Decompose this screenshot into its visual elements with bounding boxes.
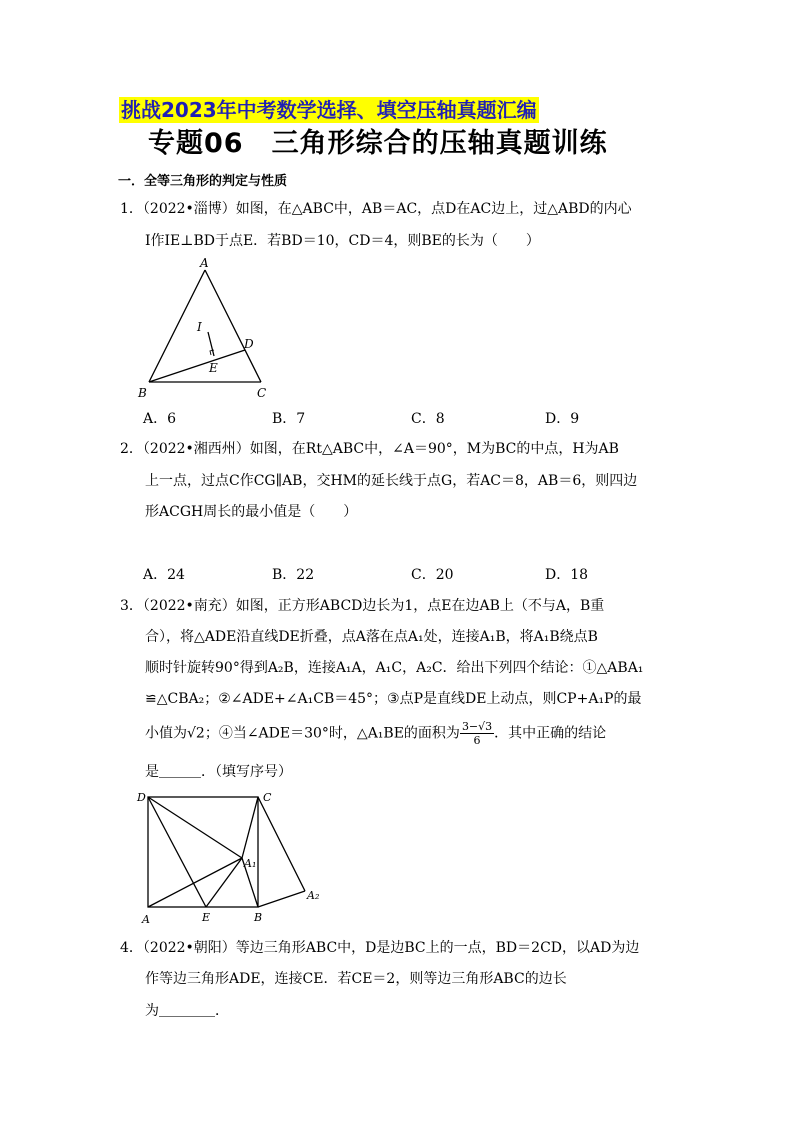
q2-line2: 上一点，过点C作CG∥AB，交HM的延长线于点G，若AC＝8，AB＝6，则四边: [145, 473, 638, 489]
q3-figure: [130, 788, 330, 930]
q2-option-c: C．20: [411, 567, 454, 583]
fraction-denominator: 6: [473, 734, 481, 747]
q3-label-b: B: [254, 911, 263, 924]
q3-line5-start: 小值为√2；④当∠ADE＝30°时，△A₁BE的面积为: [145, 725, 460, 742]
collection-banner: 挑战2023年中考数学选择、填空压轴真题汇编: [121, 98, 537, 122]
q1-line1: 1．（2022•淄博）如图，在△ABC中，AB＝AC，点D在AC边上，过△ABD的内心: [120, 201, 632, 217]
q3-label-c: C: [263, 791, 272, 804]
q3-line1: 3．（2022•南充）如图，正方形ABCD边长为1，点E在边AB上（不与A，B重: [120, 598, 605, 614]
q1-seg-ie: [208, 332, 214, 356]
q1-option-b: B．7: [272, 411, 306, 427]
q3-seg-de: [148, 797, 206, 907]
q3-line5-end: ．其中正确的结论: [494, 725, 607, 742]
q3-label-e: E: [202, 911, 211, 924]
q1-label-a: A: [200, 256, 209, 270]
fraction-numerator: 3−√3: [461, 720, 493, 733]
q1-option-d: D．9: [545, 411, 580, 427]
q4-line2: 作等边三角形ADE，连接CE．若CE＝2，则等边三角形ABC的边长: [145, 971, 567, 987]
q1-label-c: C: [257, 386, 267, 400]
q1-line2: I作IE⊥BD于点E．若BD＝10，CD＝4，则BE的长为（ ）: [145, 233, 540, 249]
q3-label-a1: A₁: [244, 857, 257, 870]
q3-square-abcd: [148, 797, 258, 907]
q1-option-a: A．6: [143, 411, 177, 427]
q3-label-a: A: [142, 913, 150, 926]
q1-label-i: I: [197, 320, 202, 334]
page-title: 专题06 三角形综合的压轴真题训练: [148, 128, 608, 159]
q4-line1: 4．（2022•朝阳）等边三角形ABC中，D是边BC上的一点，BD＝2CD，以AD为边: [120, 940, 640, 956]
q3-label-a2: A₂: [307, 889, 320, 902]
q2-option-a: A．24: [143, 567, 185, 583]
q1-label-b: B: [138, 386, 147, 400]
q2-option-d: D．18: [545, 567, 589, 583]
q1-seg-bd: [149, 350, 245, 382]
q3-seg-ea1: [206, 858, 242, 907]
q2-option-b: B．22: [272, 567, 315, 583]
q3-line6: 是＿＿＿．（填写序号）: [145, 764, 292, 780]
q3-seg-da1: [148, 797, 242, 858]
q3-seg-ca2: [258, 797, 305, 891]
q3-line2: 合），将△ADE沿直线DE折叠，点A落在点A₁处，连接A₁B，将A₁B绕点B: [145, 629, 598, 645]
q1-figure: [130, 254, 280, 402]
q4-line3: 为＿＿＿＿．: [145, 1003, 229, 1019]
q1-option-c: C．8: [411, 411, 445, 427]
section-heading: 一．全等三角形的判定与性质: [118, 174, 288, 189]
area-fraction: [460, 720, 494, 747]
q2-line3: 形ACGH周长的最小值是（ ）: [145, 504, 358, 520]
q2-line1: 2．（2022•湘西州）如图，在Rt△ABC中，∠A＝90°，M为BC的中点，H为AB: [120, 441, 619, 457]
q3-seg-ba2: [258, 891, 305, 907]
q1-label-e: E: [209, 361, 218, 375]
q3-line3: 顺时针旋转90°得到A₂B，连接A₁A，A₁C，A₂C．给出下列四个结论：①△ABA₁: [145, 660, 644, 676]
q3-label-d: D: [137, 791, 146, 804]
q3-line4: ≌△CBA₂；②∠ADE+∠A₁CB＝45°；③点P是直线DE上动点，则CP+A₁P的最: [145, 691, 642, 707]
q1-label-d: D: [244, 337, 254, 351]
q3-seg-aa1: [148, 858, 242, 907]
q3-seg-a1c: [242, 797, 258, 858]
q3-line5: [145, 720, 606, 747]
